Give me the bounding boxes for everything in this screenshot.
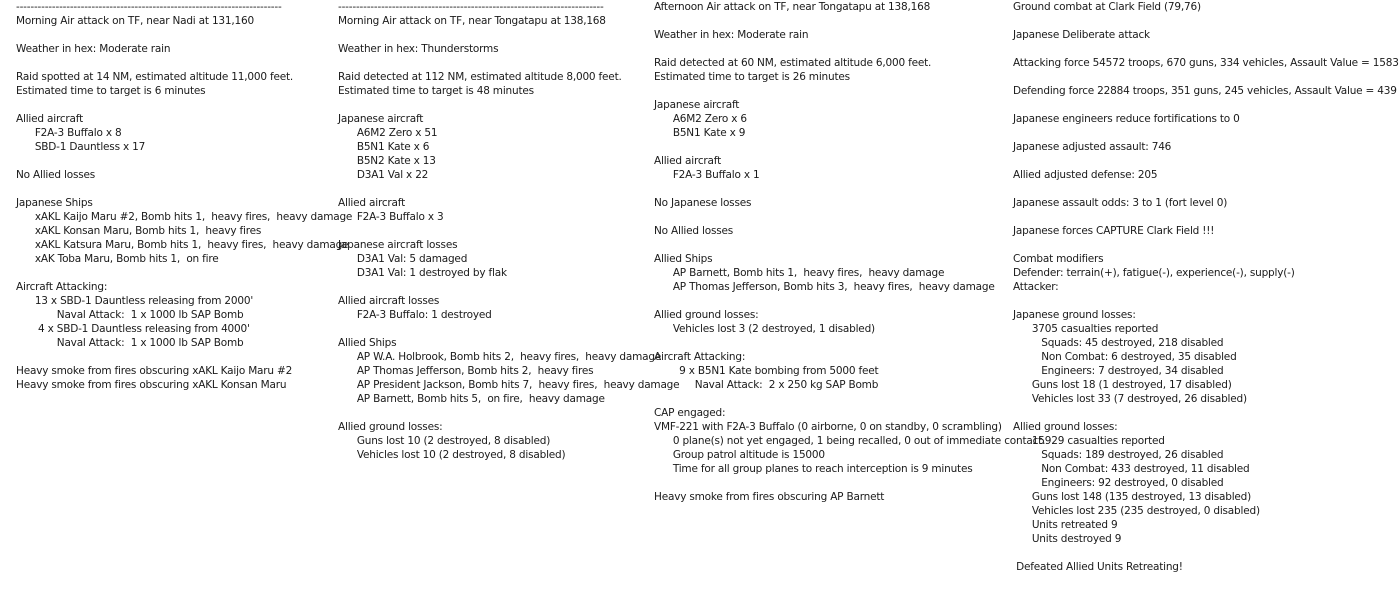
- report-line: Vehicles lost 33 (7 destroyed, 26 disabled): [1013, 393, 1247, 405]
- report-line: [1013, 238, 1368, 252]
- report-line: Combat modifiers: [1013, 253, 1104, 265]
- report-line: AP Barnett, Bomb hits 5, on fire, heavy damage: [338, 393, 605, 405]
- report-line: A6M2 Zero x 6: [654, 113, 747, 125]
- report-line: Allied ground losses:: [654, 309, 759, 321]
- report-line: [16, 98, 331, 112]
- report-line: Aircraft Attacking:: [654, 351, 746, 363]
- report-line: xAKL Konsan Maru, Bomb hits 1, heavy fires: [16, 225, 262, 237]
- report-line: Engineers: 7 destroyed, 34 disabled: [1013, 365, 1224, 377]
- report-line: AP Barnett, Bomb hits 1, heavy fires, heavy damage: [654, 267, 945, 279]
- report-line: Attacking force 54572 troops, 670 guns, 334 vehicles, Assault Value = 1583: [1013, 57, 1399, 69]
- report-line: 4 x SBD-1 Dauntless releasing from 4000': [16, 323, 250, 335]
- report-line: 15929 casualties reported: [1013, 435, 1165, 447]
- report-line: D3A1 Val: 1 destroyed by flak: [338, 267, 507, 279]
- report-line: Allied aircraft losses: [338, 295, 440, 307]
- report-line: Ground combat at Clark Field (79,76): [1013, 1, 1201, 13]
- report-line: VMF-221 with F2A-3 Buffalo (0 airborne, 0 on standby, 0 scrambling): [654, 421, 1002, 433]
- report-line: Raid spotted at 14 NM, estimated altitude 11,000 feet.: [16, 71, 294, 83]
- report-line: [1013, 154, 1368, 168]
- report-line: Naval Attack: 1 x 1000 lb SAP Bomb: [16, 337, 244, 349]
- report-line: No Allied losses: [16, 169, 96, 181]
- report-line: [338, 182, 643, 196]
- report-line: Japanese assault odds: 3 to 1 (fort level 0): [1013, 197, 1228, 209]
- report-line: CAP engaged:: [654, 407, 726, 419]
- report-line: Japanese adjusted assault: 746: [1013, 141, 1172, 153]
- report-line: xAKL Katsura Maru, Bomb hits 1, heavy fires, heavy damage: [16, 239, 349, 251]
- report-line: Heavy smoke from fires obscuring xAKL Konsan Maru: [16, 379, 287, 391]
- report-line: 3705 casualties reported: [1013, 323, 1159, 335]
- report-line: Defender: terrain(+), fatigue(-), experience(-), supply(-): [1013, 267, 1295, 279]
- report-line: Weather in hex: Moderate rain: [654, 29, 809, 41]
- report-line: Estimated time to target is 6 minutes: [16, 85, 206, 97]
- report-line: Time for all group planes to reach interception is 9 minutes: [654, 463, 973, 475]
- report-line: Aircraft Attacking:: [16, 281, 108, 293]
- report-line: [338, 322, 643, 336]
- report-line: AP Thomas Jefferson, Bomb hits 2, heavy fires: [338, 365, 594, 377]
- report-line: Naval Attack: 1 x 1000 lb SAP Bomb: [16, 309, 244, 321]
- report-line: [1013, 182, 1368, 196]
- report-line: Estimated time to target is 48 minutes: [338, 85, 534, 97]
- report-line: Vehicles lost 235 (235 destroyed, 0 disabled): [1013, 505, 1260, 517]
- report-line: D3A1 Val x 22: [338, 169, 429, 181]
- report-line: [1013, 294, 1368, 308]
- report-line: No Allied losses: [654, 225, 734, 237]
- report-line: No Japanese losses: [654, 197, 752, 209]
- report-line: 13 x SBD-1 Dauntless releasing from 2000': [16, 295, 254, 307]
- report-line: Guns lost 10 (2 destroyed, 8 disabled): [338, 435, 551, 447]
- report-line: Japanese aircraft: [338, 113, 424, 125]
- report-line: Afternoon Air attack on TF, near Tongatapu at 138,168: [654, 1, 931, 13]
- report-line: Non Combat: 433 destroyed, 11 disabled: [1013, 463, 1250, 475]
- report-line: F2A-3 Buffalo x 1: [654, 169, 760, 181]
- report-line: Guns lost 148 (135 destroyed, 13 disabled): [1013, 491, 1252, 503]
- report-line: Heavy smoke from fires obscuring AP Barnett: [654, 491, 885, 503]
- report-line: Japanese Ships: [16, 197, 93, 209]
- report-line: AP W.A. Holbrook, Bomb hits 2, heavy fires, heavy damage: [338, 351, 662, 363]
- report-line: [16, 350, 331, 364]
- report-line: [654, 42, 1004, 56]
- report-line: Non Combat: 6 destroyed, 35 disabled: [1013, 351, 1237, 363]
- report-line: Allied Ships: [654, 253, 713, 265]
- report-line: Weather in hex: Thunderstorms: [338, 43, 499, 55]
- report-line: [1013, 210, 1368, 224]
- report-line: [16, 28, 331, 42]
- report-line: xAK Toba Maru, Bomb hits 1, on fire: [16, 253, 219, 265]
- report-line: Squads: 189 destroyed, 26 disabled: [1013, 449, 1224, 461]
- report-line: F2A-3 Buffalo x 8: [16, 127, 122, 139]
- report-line: Raid detected at 60 NM, estimated altitude 6,000 feet.: [654, 57, 932, 69]
- report-line: [338, 406, 643, 420]
- report-line: [1013, 406, 1368, 420]
- report-line: [1013, 42, 1368, 56]
- report-line: --------------------------------------------------------------------------: [338, 1, 604, 13]
- report-line: Units retreated 9: [1013, 519, 1118, 531]
- report-line: Japanese forces CAPTURE Clark Field !!!: [1013, 225, 1215, 237]
- report-line: Defeated Allied Units Retreating!: [1013, 561, 1183, 573]
- report-line: AP President Jackson, Bomb hits 7, heavy fires, heavy damage: [338, 379, 680, 391]
- report-line: 9 x B5N1 Kate bombing from 5000 feet: [654, 365, 879, 377]
- report-line: Allied adjusted defense: 205: [1013, 169, 1158, 181]
- report-line: Guns lost 18 (1 destroyed, 17 disabled): [1013, 379, 1232, 391]
- report-line: [654, 476, 1004, 490]
- report-line: B5N1 Kate x 9: [654, 127, 746, 139]
- report-line: Allied aircraft: [654, 155, 721, 167]
- report-line: Estimated time to target is 26 minutes: [654, 71, 850, 83]
- report-line: [654, 210, 1004, 224]
- report-line: [338, 98, 643, 112]
- report-line: [338, 280, 643, 294]
- report-line: [1013, 70, 1368, 84]
- combat-report-column-4: [1013, 0, 1399, 589]
- report-line: Japanese Deliberate attack: [1013, 29, 1150, 41]
- combat-report-column-2: [338, 0, 680, 589]
- report-line: AP Thomas Jefferson, Bomb hits 3, heavy fires, heavy damage: [654, 281, 995, 293]
- report-line: B5N2 Kate x 13: [338, 155, 436, 167]
- report-line: B5N1 Kate x 6: [338, 141, 430, 153]
- combat-report-column-1: [16, 0, 353, 589]
- report-line: [1013, 14, 1368, 28]
- report-line: [654, 84, 1004, 98]
- report-line: [1013, 98, 1368, 112]
- report-line: Defending force 22884 troops, 351 guns, 245 vehicles, Assault Value = 439: [1013, 85, 1397, 97]
- report-line: Japanese aircraft: [654, 99, 740, 111]
- report-line: Vehicles lost 10 (2 destroyed, 8 disabled): [338, 449, 566, 461]
- report-line: [1013, 546, 1368, 560]
- report-line: F2A-3 Buffalo: 1 destroyed: [338, 309, 492, 321]
- report-line: [1013, 126, 1368, 140]
- report-line: --------------------------------------------------------------------------: [16, 1, 282, 13]
- report-line: [338, 28, 643, 42]
- report-line: [338, 56, 643, 70]
- report-line: [338, 224, 643, 238]
- report-line: [654, 182, 1004, 196]
- report-line: Raid detected at 112 NM, estimated altitude 8,000 feet.: [338, 71, 622, 83]
- report-line: [16, 266, 331, 280]
- report-line: Allied ground losses:: [338, 421, 443, 433]
- report-line: F2A-3 Buffalo x 3: [338, 211, 444, 223]
- report-line: Heavy smoke from fires obscuring xAKL Kaijo Maru #2: [16, 365, 293, 377]
- report-line: Group patrol altitude is 15000: [654, 449, 825, 461]
- report-line: Naval Attack: 2 x 250 kg SAP Bomb: [654, 379, 879, 391]
- report-line: [16, 182, 331, 196]
- report-line: xAKL Kaijo Maru #2, Bomb hits 1, heavy fires, heavy damage: [16, 211, 353, 223]
- report-line: [654, 140, 1004, 154]
- report-line: [654, 336, 1004, 350]
- report-line: SBD-1 Dauntless x 17: [16, 141, 146, 153]
- report-line: Allied Ships: [338, 337, 397, 349]
- report-line: Morning Air attack on TF, near Nadi at 131,160: [16, 15, 254, 27]
- report-line: Allied aircraft: [338, 197, 405, 209]
- report-line: A6M2 Zero x 51: [338, 127, 438, 139]
- report-line: [654, 14, 1004, 28]
- report-line: D3A1 Val: 5 damaged: [338, 253, 468, 265]
- report-line: [16, 56, 331, 70]
- report-line: Morning Air attack on TF, near Tongatapu at 138,168: [338, 15, 606, 27]
- report-line: Engineers: 92 destroyed, 0 disabled: [1013, 477, 1224, 489]
- report-line: Allied ground losses:: [1013, 421, 1118, 433]
- report-line: Japanese engineers reduce fortifications to 0: [1013, 113, 1240, 125]
- report-line: 0 plane(s) not yet engaged, 1 being recalled, 0 out of immediate contact.: [654, 435, 1046, 447]
- report-line: Weather in hex: Moderate rain: [16, 43, 171, 55]
- report-line: [654, 294, 1004, 308]
- report-line: Allied aircraft: [16, 113, 83, 125]
- report-line: [16, 154, 331, 168]
- report-line: [654, 238, 1004, 252]
- report-line: Attacker:: [1013, 281, 1059, 293]
- report-line: Vehicles lost 3 (2 destroyed, 1 disabled): [654, 323, 875, 335]
- report-line: [654, 392, 1004, 406]
- report-line: Japanese ground losses:: [1013, 309, 1136, 321]
- report-line: Squads: 45 destroyed, 218 disabled: [1013, 337, 1224, 349]
- report-line: Japanese aircraft losses: [338, 239, 458, 251]
- report-line: Units destroyed 9: [1013, 533, 1122, 545]
